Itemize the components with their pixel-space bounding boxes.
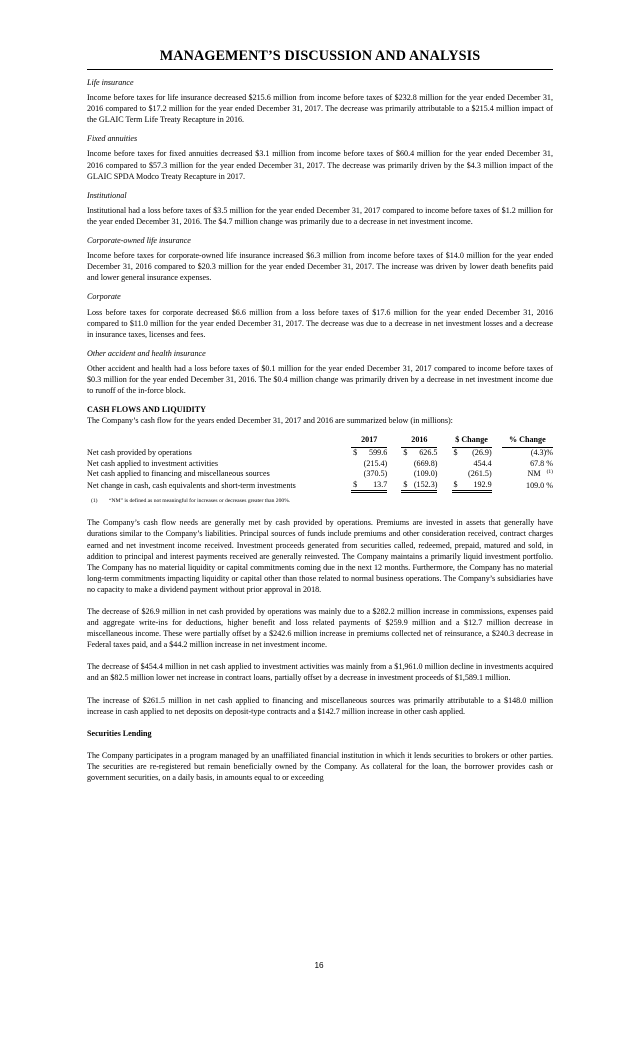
footnote-number: (1) <box>91 498 98 505</box>
row-label: Net cash provided by operations <box>87 447 192 457</box>
value-pct-change: 67.8 % <box>530 458 553 468</box>
section-label-institutional: Institutional <box>87 190 127 200</box>
page-title: MANAGEMENT’S DISCUSSION AND ANALYSIS <box>159 48 481 64</box>
section-body-coli: Income before taxes for corporate-owned life insurance increased $6.3 million from income before taxes of $14.0 million for the year ended December 31, 2016 compared to $20.3 million for the year ended December 31, 2017. The increase was driven by lower death benefits paid and lower general insurance expenses. <box>87 251 553 283</box>
value-pct-change: (4.3)% <box>530 447 553 457</box>
table-footnote <box>91 497 553 505</box>
value-2016: (152.3) <box>409 480 437 492</box>
cash-flow-table <box>87 435 553 493</box>
footnote-text: “NM” is defined as not meaningful for increases or decreases greater than 200%. <box>109 498 291 505</box>
value-change: (26.9) <box>472 447 492 457</box>
currency-symbol: $ <box>452 480 460 492</box>
value-2017: 599.6 <box>369 447 388 457</box>
column-header: $ Change <box>452 435 492 447</box>
column-header: % Change <box>502 435 553 447</box>
section-body-life-insurance: Income before taxes for life insurance decreased $215.6 million from income before taxes of $232.8 million for the year ended December 31, 2016 compared to $17.2 million for the year ended December 31, 2017. The decrease was primarily attributable to a $215.4 million impact of the GLAIC Term Life Treaty Recapture in 2016. <box>87 93 553 125</box>
value-2016: 626.5 <box>419 447 438 457</box>
section-label-coli: Corporate-owned life insurance <box>87 236 191 246</box>
section-label-other-accident-health: Other accident and health insurance <box>87 348 206 358</box>
value-2017: 13.7 <box>359 480 387 492</box>
row-label: Net change in cash, cash equivalents and short-term investments <box>87 481 296 491</box>
footnote-reference: (1) <box>546 469 553 476</box>
currency-symbol: $ <box>403 447 408 457</box>
value-pct-change: 109.0 % <box>526 481 553 491</box>
currency-symbol: $ <box>351 480 359 492</box>
securities-lending-heading: Securities Lending <box>87 728 152 738</box>
currency-symbol: $ <box>401 480 409 492</box>
currency-symbol: $ <box>453 447 458 457</box>
column-header: 2017 <box>351 435 387 447</box>
cash-flows-intro: The Company’s cash flow for the years ended December 31, 2017 and 2016 are summarized below (in millions): <box>87 416 453 426</box>
value-change: 454.4 <box>473 458 492 468</box>
segment-sections <box>87 77 553 396</box>
paragraph-operations-decrease: The decrease of $26.9 million in net cash provided by operations was mainly due to a $282.2 million increase in commissions, expenses paid and aggregate write-ins for deductions, higher benefit and loss related payments of $259.9 million and a $12.7 million decrease in miscellaneous income. These were partially offset by a $242.6 million increase in premiums collected net of reinsurance, a $240.3 decrease in Federal taxes paid, and a $44.2 million increase in net investment income. <box>87 606 553 650</box>
value-2016: (109.0) <box>413 469 438 479</box>
row-label: Net cash applied to investment activities <box>87 458 219 468</box>
section-label-corporate: Corporate <box>87 292 121 302</box>
table-row <box>87 459 553 470</box>
value-change: 192.9 <box>460 480 492 492</box>
section-body-fixed-annuities: Income before taxes for fixed annuities decreased $3.1 million from income before taxes of $60.4 million for the year ended December 31, 2016 compared to $57.3 million for the year ended December 31, 2017. The decrease was primarily driven by the $4.3 million impact of the GLAIC SPDA Modco Treaty Recapture in 2017. <box>87 149 553 181</box>
page-header <box>87 48 553 70</box>
section-label-fixed-annuities: Fixed annuities <box>87 134 138 144</box>
value-2016: (669.8) <box>413 458 438 468</box>
section-label-life-insurance: Life insurance <box>87 78 134 87</box>
row-label: Net cash applied to financing and miscellaneous sources <box>87 469 270 479</box>
cash-flows-heading: CASH FLOWS AND LIQUIDITY <box>87 405 206 415</box>
table-header-row <box>87 435 553 447</box>
table-row <box>87 469 553 480</box>
currency-symbol: $ <box>353 447 358 457</box>
table-row <box>87 447 553 458</box>
section-body-corporate: Loss before taxes for corporate decreased $6.6 million from a loss before taxes of $17.6 million for the year ended December 31, 2016 compared to $11.0 million for the year ended December 31, 2017. The decrease was due to a decrease in net investment losses and a decrease in insurance taxes, licenses and fees. <box>87 307 553 339</box>
paragraph-investment-decrease: The decrease of $454.4 million in net cash applied to investment activities was mainly from a $1,961.0 million decline in investments acquired and an $82.5 million lower net increase in contract loans, partially offset by a decrease in investment proceeds of $1,589.1 million. <box>87 662 553 683</box>
page-number: 16 <box>314 961 324 970</box>
securities-lending-body: The Company participates in a program managed by an unaffiliated financial institution in which it lends securities to brokers or other parties. The securities are re-registered but remain beneficially owned by the Company. As collateral for the loan, the borrower provides cash or government securities, on a daily basis, in amounts equal to or exceeding <box>87 750 553 782</box>
value-change: (261.5) <box>468 469 492 479</box>
column-header: 2016 <box>401 435 437 447</box>
section-body-other-accident-health: Other accident and health had a loss before taxes of $0.1 million for the year ended December 31, 2017 compared to income before taxes of $0.3 million for the year ended December 31, 2016. The $0.4 million change was primarily driven by a decrease in net investment income due to runoff of the in-force block. <box>87 363 553 396</box>
section-body-institutional: Institutional had a loss before taxes of $3.5 million for the year ended December 31, 2017 compared to income before taxes of $1.2 million for the year ended December 31, 2016. The $4.7 million change was primarily due to a decrease in net investment income. <box>87 205 553 226</box>
table-row-total <box>87 480 553 492</box>
value-2017: (370.5) <box>363 469 388 479</box>
value-2017: (215.4) <box>363 458 388 468</box>
paragraph-financing-increase: The increase of $261.5 million in net cash applied to financing and miscellaneous sources was primarily attributable to a $148.0 million increase in cash applied to net deposits on deposit-type contracts and a $142.7 million increase in other cash applied. <box>87 695 553 716</box>
value-pct-change: NM $^{(1)}$ <box>527 469 553 479</box>
paragraph-cash-flow-needs: The Company’s cash flow needs are generally met by cash provided by operations. Premiums are invested in assets that generally have durations similar to the Company’s liabilities. Principal sources of funds include premiums and other consideration received, contract charges earned and net investment income received. Investment proceeds generated from securities called, redeemed, prepaid, matured and sold, in addition to principal and interest payments received are generally reinvested. The Company maintains a primarily liquid investment portfolio. The Company has no material liquidity or capital commitments coming due in the next 12 months. Furthermore, the Company has no material long-term commitments impacting liquidity or capital other than those related to normal business operations. The Company’s subsidiaries have no capacity to make a dividend payment without prior approval in 2018. <box>87 518 553 594</box>
document-page <box>87 48 553 783</box>
